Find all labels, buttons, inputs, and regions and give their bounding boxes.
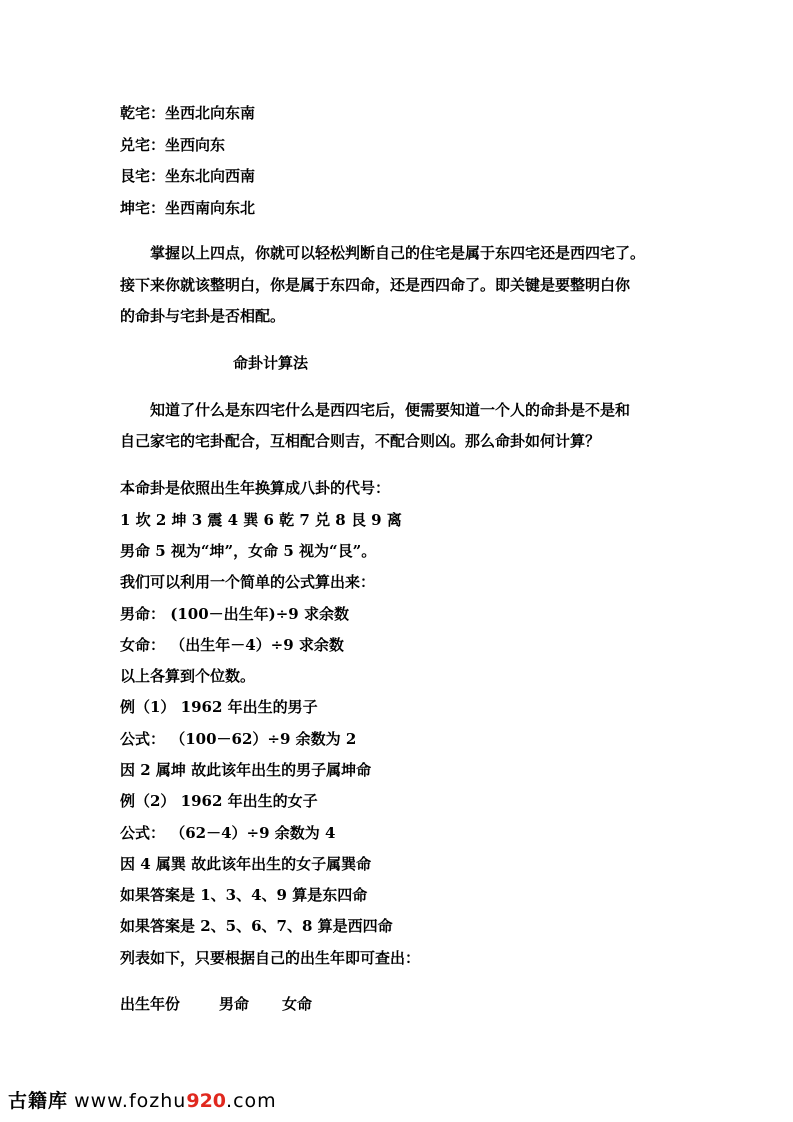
text-line: 例（2） 1962 年出生的女子 [120, 792, 318, 810]
text-line: 公式： （100－62）÷9 余数为 2 [120, 730, 357, 748]
footer-brand: 古籍库 [8, 1090, 69, 1112]
text-line: 如果答案是 2、5、6、7、8 算是西四命 [120, 917, 393, 935]
paragraph-line: 的命卦与宅卦是否相配。 [120, 307, 286, 325]
table-header-year: 出生年份 [120, 995, 181, 1013]
text-line: 女命： （出生年－4）÷9 求余数 [120, 636, 344, 654]
text-line: 男命 5 视为“坤”，女命 5 视为“艮”。 [120, 542, 377, 560]
paragraph-line: 掌握以上四点，你就可以轻松判断自己的住宅是属于东四宅还是西四宅了。 [120, 244, 646, 262]
text-line: 艮宅：坐东北向西南 [120, 167, 256, 185]
text-line: 本命卦是依照出生年换算成八卦的代号： [120, 479, 391, 497]
text-line: 我们可以利用一个简单的公式算出来： [120, 573, 376, 591]
paragraph-line: 自己家宅的宅卦配合，互相配合则吉，不配合则凶。那么命卦如何计算？ [120, 432, 601, 450]
text-line: 公式： （62－4）÷9 余数为 4 [120, 824, 336, 842]
table-header-male: 男命 [219, 995, 250, 1013]
text-line: 兑宅：坐西向东 [120, 136, 226, 154]
section-title: 命卦计算法 [233, 354, 309, 372]
text-line: 列表如下，只要根据自己的出生年即可查出： [120, 949, 421, 967]
text-line: 如果答案是 1、3、4、9 算是东四命 [120, 886, 368, 904]
text-line: 坤宅：坐西南向东北 [120, 199, 256, 217]
footer-watermark [8, 1089, 277, 1113]
text-line: 1 坎 2 坤 3 震 4 巽 6 乾 7 兑 8 艮 9 离 [120, 511, 402, 529]
table-header-female: 女命 [282, 995, 313, 1013]
text-line: 例（1） 1962 年出生的男子 [120, 698, 318, 716]
paragraph-line: 接下来你就该整明白，你是属于东四命，还是西四命了。即关键是要整明白你 [120, 276, 631, 294]
text-line: 以上各算到个位数。 [120, 667, 256, 685]
text-line: 男命： (100－出生年)÷9 求余数 [120, 605, 349, 623]
text-line: 因 4 属巽 故此该年出生的女子属巽命 [120, 855, 372, 873]
footer-url-prefix: www.fozhu [74, 1090, 187, 1112]
footer-url-number: 920 [186, 1090, 227, 1112]
footer-url-suffix: .com [226, 1090, 277, 1112]
paragraph-line: 知道了什么是东四宅什么是西四宅后，便需要知道一个人的命卦是不是和 [120, 401, 631, 419]
text-line: 乾宅：坐西北向东南 [120, 104, 256, 122]
text-line: 因 2 属坤 故此该年出生的男子属坤命 [120, 761, 372, 779]
